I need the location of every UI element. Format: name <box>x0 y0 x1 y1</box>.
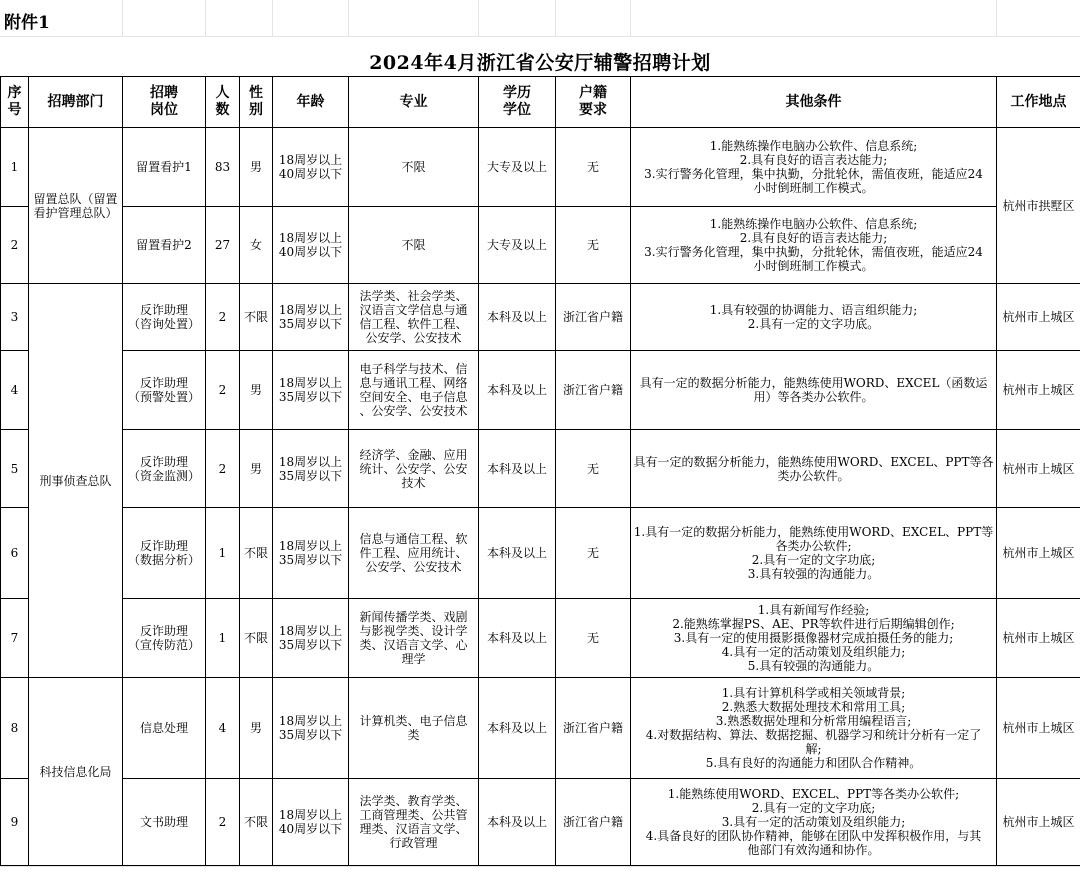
major-cell: 电子科学与技术、信 息与通讯工程、网络 空间安全、电子信息 、公安学、公安技术 <box>349 351 479 430</box>
gender-cell: 不限 <box>240 779 273 866</box>
dept-cell: 刑事侦查总队 <box>29 284 123 678</box>
sheet-gridline <box>348 0 349 36</box>
hukou-cell: 浙江省户籍 <box>556 351 631 430</box>
edu-cell: 大专及以上 <box>479 128 556 207</box>
count-cell: 83 <box>206 128 240 207</box>
cond-cell: 1.能熟练操作电脑办公软件、信息系统; 2.具有良好的语言表达能力; 3.实行警务化管理，集中执勤，分批轮休，需值夜班，能适应24 小时倒班制工作模式。 <box>631 207 997 284</box>
table-row <box>1 284 1080 351</box>
gender-cell: 不限 <box>240 508 273 599</box>
post-cell: 反诈助理 （咨询处置） <box>123 284 206 351</box>
edu-cell: 本科及以上 <box>479 284 556 351</box>
hukou-cell: 浙江省户籍 <box>556 284 631 351</box>
major-cell: 法学类、社会学类、 汉语言文学信息与通 信工程、软件工程、 公安学、公安技术 <box>349 284 479 351</box>
count-cell: 27 <box>206 207 240 284</box>
header-post: 招聘 岗位 <box>123 77 206 128</box>
major-cell: 计算机类、电子信息 类 <box>349 678 479 779</box>
header-major: 专业 <box>349 77 479 128</box>
age-cell: 18周岁以上 40周岁以下 <box>273 128 349 207</box>
gender-cell: 男 <box>240 678 273 779</box>
header-seq: 序 号 <box>1 77 29 128</box>
attachment-label: 附件1 <box>4 13 50 33</box>
seq-cell: 6 <box>1 508 29 599</box>
sheet-gridline <box>205 0 206 36</box>
sheet-gridline <box>478 0 479 36</box>
table-row <box>1 508 1080 599</box>
hukou-cell: 浙江省户籍 <box>556 779 631 866</box>
gender-cell: 男 <box>240 430 273 508</box>
seq-cell: 2 <box>1 207 29 284</box>
age-cell: 18周岁以上 35周岁以下 <box>273 599 349 678</box>
page-title: 2024年4月浙江省公安厅辅警招聘计划 <box>369 52 711 74</box>
seq-cell: 8 <box>1 678 29 779</box>
gender-cell: 男 <box>240 351 273 430</box>
major-cell: 不限 <box>349 207 479 284</box>
edu-cell: 本科及以上 <box>479 599 556 678</box>
sheet-gridline <box>0 36 1080 37</box>
place-cell: 杭州市上城区 <box>997 779 1080 866</box>
place-cell: 杭州市上城区 <box>997 678 1080 779</box>
age-cell: 18周岁以上 40周岁以下 <box>273 779 349 866</box>
dept-cell: 留置总队（留置看护管理总队） <box>29 128 123 284</box>
age-cell: 18周岁以上 35周岁以下 <box>273 430 349 508</box>
table-row <box>1 599 1080 678</box>
hukou-cell: 无 <box>556 599 631 678</box>
table-row <box>1 430 1080 508</box>
post-cell: 反诈助理 （预警处置） <box>123 351 206 430</box>
post-cell: 文书助理 <box>123 779 206 866</box>
place-cell: 杭州市拱墅区 <box>997 128 1080 284</box>
header-place: 工作地点 <box>997 77 1080 128</box>
header-age: 年龄 <box>273 77 349 128</box>
table-row <box>1 128 1080 207</box>
cond-cell: 具有一定的数据分析能力，能熟练使用WORD、EXCEL、PPT等各 类办公软件。 <box>631 430 997 508</box>
seq-cell: 5 <box>1 430 29 508</box>
hukou-cell: 浙江省户籍 <box>556 678 631 779</box>
sheet-gridline <box>996 0 997 36</box>
gender-cell: 不限 <box>240 599 273 678</box>
dept-cell: 科技信息化局 <box>29 678 123 866</box>
edu-cell: 本科及以上 <box>479 508 556 599</box>
gender-cell: 男 <box>240 128 273 207</box>
age-cell: 18周岁以上 35周岁以下 <box>273 351 349 430</box>
major-cell: 不限 <box>349 128 479 207</box>
sheet-gridline <box>122 0 123 36</box>
place-cell: 杭州市上城区 <box>997 430 1080 508</box>
seq-cell: 3 <box>1 284 29 351</box>
hukou-cell: 无 <box>556 508 631 599</box>
header-dept: 招聘部门 <box>29 77 123 128</box>
cond-cell: 1.具有新闻写作经验; 2.能熟练掌握PS、AE、PR等软件进行后期编辑创作; 3.具有一定的使用摄影摄像器材完成拍摄任务的能力; 4.具有一定的活动策划及组织能力; 5.具有较强的沟通能力。 <box>631 599 997 678</box>
gender-cell: 不限 <box>240 284 273 351</box>
header-edu: 学历 学位 <box>479 77 556 128</box>
edu-cell: 大专及以上 <box>479 207 556 284</box>
edu-cell: 本科及以上 <box>479 779 556 866</box>
seq-cell: 4 <box>1 351 29 430</box>
post-cell: 反诈助理 （数据分析） <box>123 508 206 599</box>
cond-cell: 1.能熟练操作电脑办公软件、信息系统; 2.具有良好的语言表达能力; 3.实行警务化管理，集中执勤，分批轮休，需值夜班，能适应24 小时倒班制工作模式。 <box>631 128 997 207</box>
cond-cell: 1.具有较强的协调能力、语言组织能力; 2.具有一定的文字功底。 <box>631 284 997 351</box>
post-cell: 反诈助理 （宣传防范） <box>123 599 206 678</box>
age-cell: 18周岁以上 40周岁以下 <box>273 207 349 284</box>
post-cell: 留置看护1 <box>123 128 206 207</box>
header-row <box>1 77 1080 128</box>
sheet-gridline <box>0 866 1080 867</box>
hukou-cell: 无 <box>556 207 631 284</box>
post-cell: 留置看护2 <box>123 207 206 284</box>
header-count: 人 数 <box>206 77 240 128</box>
table-row <box>1 678 1080 779</box>
header-cond: 其他条件 <box>631 77 997 128</box>
age-cell: 18周岁以上 35周岁以下 <box>273 284 349 351</box>
sheet-gridline <box>555 0 556 36</box>
count-cell: 1 <box>206 599 240 678</box>
cond-cell: 1.能熟练使用WORD、EXCEL、PPT等各类办公软件; 2.具有一定的文字功底; 3.具有一定的活动策划及组织能力; 4.具备良好的团队协作精神，能够在团队中发挥积极作用，与其 他部门有效沟通和协作。 <box>631 779 997 866</box>
sheet-gridline <box>630 0 631 36</box>
hukou-cell: 无 <box>556 430 631 508</box>
place-cell: 杭州市上城区 <box>997 599 1080 678</box>
post-cell: 信息处理 <box>123 678 206 779</box>
major-cell: 经济学、金融、应用 统计、公安学、公安 技术 <box>349 430 479 508</box>
cond-cell: 1.具有计算机科学或相关领域背景; 2.熟悉大数据处理技术和常用工具; 3.熟悉数据处理和分析常用编程语言; 4.对数据结构、算法、数据挖掘、机器学习和统计分析有一定了 解; 5.具有良好的沟通能力和团队合作精神。 <box>631 678 997 779</box>
post-cell: 反诈助理 （资金监测） <box>123 430 206 508</box>
count-cell: 2 <box>206 351 240 430</box>
place-cell: 杭州市上城区 <box>997 351 1080 430</box>
seq-cell: 9 <box>1 779 29 866</box>
age-cell: 18周岁以上 35周岁以下 <box>273 508 349 599</box>
place-cell: 杭州市上城区 <box>997 508 1080 599</box>
count-cell: 2 <box>206 284 240 351</box>
recruitment-table <box>0 76 1080 866</box>
cond-cell: 具有一定的数据分析能力，能熟练使用WORD、EXCEL（函数运 用）等各类办公软件。 <box>631 351 997 430</box>
gender-cell: 女 <box>240 207 273 284</box>
sheet-gridline <box>272 0 273 36</box>
count-cell: 1 <box>206 508 240 599</box>
hukou-cell: 无 <box>556 128 631 207</box>
edu-cell: 本科及以上 <box>479 430 556 508</box>
table-row <box>1 207 1080 284</box>
count-cell: 2 <box>206 430 240 508</box>
seq-cell: 7 <box>1 599 29 678</box>
count-cell: 4 <box>206 678 240 779</box>
header-hukou: 户籍 要求 <box>556 77 631 128</box>
edu-cell: 本科及以上 <box>479 351 556 430</box>
edu-cell: 本科及以上 <box>479 678 556 779</box>
table-row <box>1 779 1080 866</box>
header-gender: 性 别 <box>240 77 273 128</box>
cond-cell: 1.具有一定的数据分析能力，能熟练使用WORD、EXCEL、PPT等 各类办公软件; 2.具有一定的文字功底; 3.具有较强的沟通能力。 <box>631 508 997 599</box>
table-row <box>1 351 1080 430</box>
place-cell: 杭州市上城区 <box>997 284 1080 351</box>
seq-cell: 1 <box>1 128 29 207</box>
major-cell: 法学类、教育学类、 工商管理类、公共管 理类、汉语言文学、 行政管理 <box>349 779 479 866</box>
count-cell: 2 <box>206 779 240 866</box>
age-cell: 18周岁以上 35周岁以下 <box>273 678 349 779</box>
major-cell: 新闻传播学类、戏剧 与影视学类、设计学 类、汉语言文学、心 理学 <box>349 599 479 678</box>
major-cell: 信息与通信工程、软 件工程、应用统计、 公安学、公安技术 <box>349 508 479 599</box>
